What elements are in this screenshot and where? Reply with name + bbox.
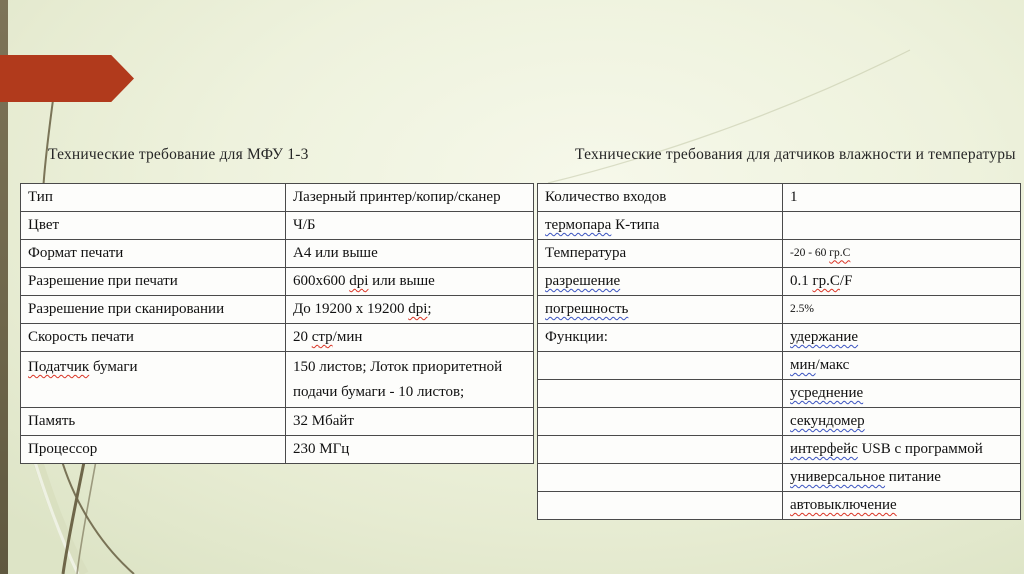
value-cell (286, 296, 534, 324)
value-cell (783, 380, 1021, 408)
cell-text: Количество входов (545, 189, 667, 206)
cell-text: Цвет (28, 217, 60, 234)
cell-text: Разрешение при печати (28, 273, 178, 290)
table-row (21, 296, 534, 324)
label-cell (538, 184, 783, 212)
mfu-requirements-table (20, 239, 534, 464)
cell-text: Тип (28, 189, 53, 206)
spellcheck-marked-text: dpi (349, 273, 369, 290)
cell-text: К-типа (611, 217, 660, 234)
cell-text: А4 или выше (293, 245, 378, 262)
value-cell (783, 492, 1021, 520)
label-cell (21, 324, 286, 352)
label-cell (538, 436, 783, 464)
value-cell (783, 352, 1021, 380)
value-cell (286, 408, 534, 436)
cell-text: 2.5% (790, 303, 814, 316)
table-row (21, 212, 534, 240)
spellcheck-marked-text: усреднение (790, 385, 864, 402)
cell-text: -20 - 60 (790, 247, 830, 260)
spellcheck-marked-text: термопара (545, 217, 612, 234)
table-row (21, 324, 534, 352)
cell-text: 230 МГц (293, 441, 350, 458)
table-row (538, 352, 1021, 380)
cell-text: До 19200 х 19200 (293, 301, 409, 318)
value-cell (286, 436, 534, 464)
label-cell (538, 492, 783, 520)
cell-text: Температура (545, 245, 627, 262)
value-cell (783, 324, 1021, 352)
label-cell (538, 380, 783, 408)
value-cell (783, 408, 1021, 436)
spellcheck-marked-text: Податчик (28, 359, 90, 375)
label-cell (21, 296, 286, 324)
cell-text: 0.1 (790, 273, 813, 290)
cell-text: 1 (790, 189, 798, 206)
value-cell (783, 436, 1021, 464)
table-row (21, 436, 534, 464)
cell-text: /мин (332, 329, 363, 346)
cell-text: питание (885, 469, 941, 486)
cell-text: 150 листов; Лоток приоритетной подачи бумаги - 10 листов; (293, 359, 503, 400)
cell-text: бумаги (89, 359, 138, 375)
value-cell (783, 296, 1021, 324)
spellcheck-marked-text: мин (790, 357, 816, 374)
cell-text: /F (839, 273, 853, 290)
cell-text: Лазерный принтер/копир/сканер (293, 189, 501, 206)
label-cell (538, 296, 783, 324)
table-row (538, 212, 1021, 240)
label-cell (538, 240, 783, 268)
value-cell (783, 268, 1021, 296)
label-cell (538, 268, 783, 296)
sensor-requirements-table (537, 183, 1021, 520)
cell-text: Ч/Б (293, 217, 316, 234)
label-cell (538, 464, 783, 492)
table-row (538, 436, 1021, 464)
value-cell (286, 268, 534, 296)
cell-text: 600x600 (293, 273, 350, 290)
table-row (21, 240, 534, 268)
spellcheck-marked-text: удержание (790, 329, 859, 346)
cell-text: 32 Мбайт (293, 413, 354, 430)
right-table-title: Технические требования для датчиков влажности и температуры (575, 146, 1016, 163)
cell-text: 20 (293, 329, 312, 346)
spellcheck-marked-text: гр.С (829, 247, 851, 260)
table-row (538, 324, 1021, 352)
label-cell (21, 212, 286, 240)
cell-text: /макс (815, 357, 850, 374)
accent-arrow-shape (0, 55, 134, 102)
spellcheck-marked-text: dpi (408, 301, 428, 318)
label-cell (21, 240, 286, 268)
cell-text: Скорость печати (28, 329, 134, 346)
value-cell (286, 212, 534, 240)
table-row (538, 296, 1021, 324)
label-cell (538, 352, 783, 380)
cell-text: Процессор (28, 441, 98, 458)
value-cell (286, 240, 534, 268)
label-cell (21, 352, 286, 408)
label-cell (21, 184, 286, 212)
table-row (538, 184, 1021, 212)
table-row (21, 184, 534, 212)
label-cell (21, 436, 286, 464)
table-row (538, 464, 1021, 492)
value-cell (286, 184, 534, 212)
table-row (538, 380, 1021, 408)
value-cell (783, 240, 1021, 268)
spellcheck-marked-text: секундомер (790, 413, 865, 430)
table-row (21, 352, 534, 408)
table-row (538, 492, 1021, 520)
value-cell (783, 184, 1021, 212)
cell-text: или выше (368, 273, 435, 290)
spellcheck-marked-text: автовыключение (790, 497, 897, 514)
cell-text: Разрешение при сканировании (28, 301, 225, 318)
label-cell (538, 408, 783, 436)
cell-text: Память (28, 413, 76, 430)
value-cell (783, 212, 1021, 240)
spellcheck-marked-text: разрешение (545, 273, 621, 290)
value-cell (286, 352, 534, 408)
spellcheck-marked-text: стр (311, 329, 333, 346)
value-cell (783, 464, 1021, 492)
label-cell (538, 324, 783, 352)
table-row (538, 240, 1021, 268)
table-row (21, 268, 534, 296)
spellcheck-marked-text: гр.С (812, 273, 840, 290)
spellcheck-marked-text: интерфейс (790, 441, 858, 458)
table-row (538, 408, 1021, 436)
cell-text: Формат печати (28, 245, 124, 262)
left-table-title: Технические требование для МФУ 1-3 (48, 146, 309, 163)
spellcheck-marked-text: погрешность (545, 301, 629, 318)
cell-text: ; (427, 301, 432, 318)
label-cell (538, 212, 783, 240)
label-cell (21, 268, 286, 296)
value-cell (286, 324, 534, 352)
cell-text: Функции: (545, 329, 608, 346)
table-row (538, 268, 1021, 296)
spellcheck-marked-text: универсальное (790, 469, 886, 486)
label-cell (21, 408, 286, 436)
cell-text: USB с программой (857, 441, 983, 458)
table-row (21, 408, 534, 436)
mfu-type-color-table (20, 183, 534, 240)
